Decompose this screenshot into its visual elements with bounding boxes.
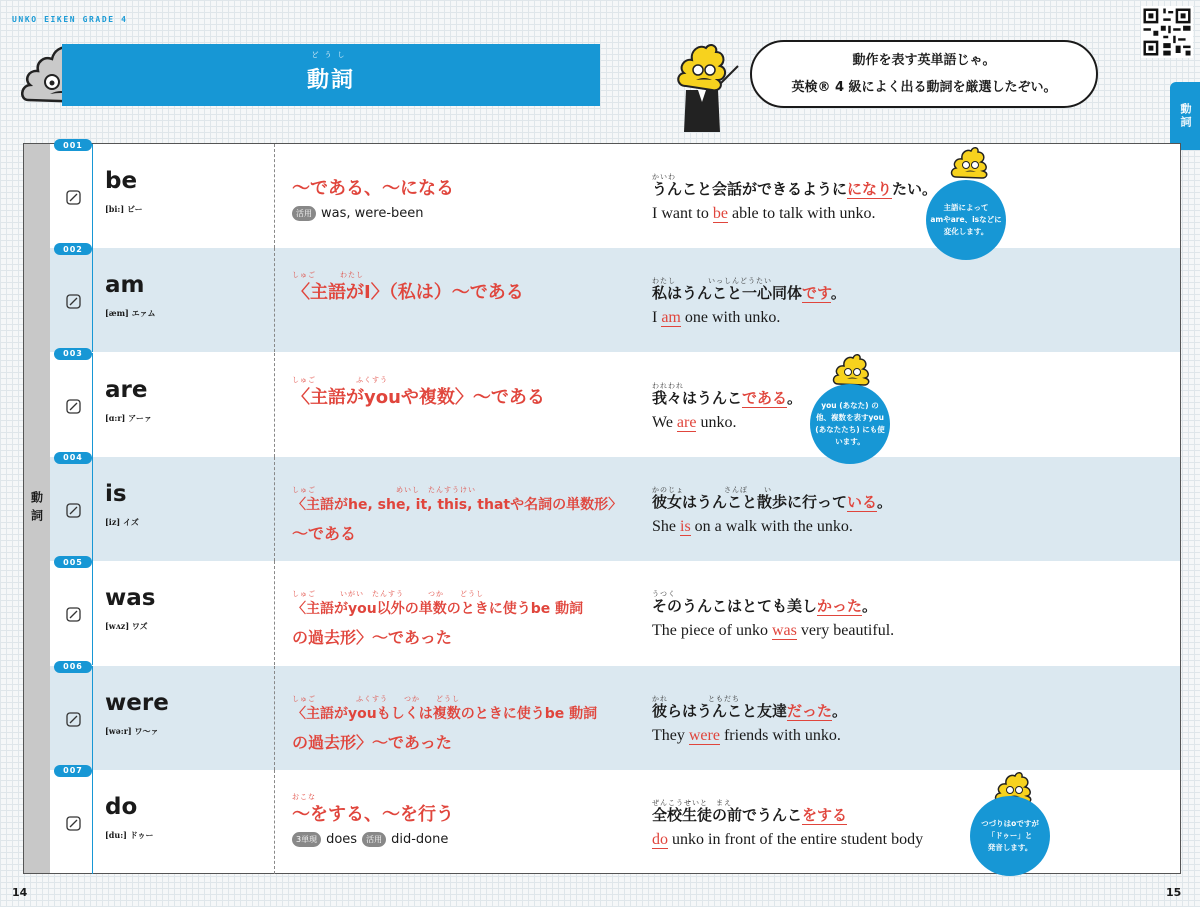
example-ruby: かのじょ さんぽ い	[652, 485, 772, 494]
bubble-line-2: 英検® 4 級によく出る動詞を厳選したぞい。	[791, 80, 1057, 95]
side-tab-verbs[interactable]: 動詞	[1170, 82, 1200, 150]
pronunciation: [bi:] ビー	[105, 204, 143, 214]
example-ruby: わたし いっしんどうたい	[652, 277, 772, 286]
meaning: 〈主語がyouや複数〉〜である	[292, 386, 545, 408]
conjugation-note	[292, 206, 424, 221]
word-column	[50, 144, 275, 248]
example-ruby: ぜんこうせいと まえ	[652, 798, 732, 807]
divider	[92, 353, 93, 457]
meaning-line-2: 〜である	[292, 523, 357, 543]
meaning-ruby: しゅご ふくすう	[292, 375, 388, 384]
example-english: The piece of unko was very beautiful.	[652, 622, 895, 640]
example-japanese: 彼女はうんこと散歩に行っている。	[652, 492, 893, 511]
highlight: である	[742, 388, 788, 407]
vocab-row	[50, 457, 1180, 561]
divider	[92, 666, 93, 770]
entry-number-badge: 002	[54, 243, 92, 255]
vocab-row	[50, 561, 1180, 665]
highlight: were	[688, 726, 720, 744]
tip-line: います。	[835, 437, 865, 446]
meaning: 〜である、〜になる	[292, 178, 454, 199]
bubble-line-1: 動作を表す英単語じゃ。	[852, 53, 996, 68]
highlight: をする	[802, 805, 848, 824]
highlight: だった	[787, 701, 833, 720]
tip-circle	[810, 384, 890, 464]
meaning-ruby: しゅご わたし	[292, 271, 364, 280]
pronunciation: [du:] ドゥー	[105, 829, 154, 840]
meaning-ruby: しゅご いがい たんすう つか どうし	[292, 590, 484, 599]
conjugation-note	[292, 832, 448, 847]
example-japanese: そのうんこはとても美しかった。	[652, 597, 878, 616]
pronunciation: [æm] エァム	[105, 308, 156, 319]
vocab-word: be	[105, 168, 138, 194]
example-ruby: かいわ	[652, 173, 676, 181]
meaning-ruby: しゅご ふくすう つか どうし	[292, 694, 460, 703]
vocab-word: were	[105, 689, 169, 716]
vocab-row	[50, 248, 1180, 352]
word-column	[50, 457, 275, 561]
pronunciation: [iz] イズ	[105, 516, 139, 527]
tip-line: 変化します。	[943, 227, 989, 236]
vocab-word: do	[105, 793, 138, 820]
vocab-row	[50, 144, 1180, 248]
divider	[92, 248, 93, 352]
entry-number-badge: 005	[54, 556, 92, 568]
tip-line: 他、複数を表すyou	[816, 413, 884, 422]
tip-circle	[970, 796, 1050, 876]
checkbox-icon[interactable]	[66, 816, 81, 831]
tip-line: つづりはoですが	[981, 819, 1039, 828]
pronunciation: [wə:r] ワ〜ァ	[105, 725, 159, 736]
example-english: She is on a walk with the unko.	[652, 517, 853, 535]
meaning: 〈主語がyou以外の単数のときに使うbe 動詞	[292, 601, 584, 618]
highlight: are	[676, 413, 697, 431]
highlight: になり	[847, 180, 893, 198]
example-english: I want to be able to talk with unko.	[652, 205, 876, 222]
meaning: 〜をする、〜を行う	[292, 803, 454, 825]
title-ruby: どうし	[311, 51, 351, 59]
vocab-table	[23, 143, 1181, 874]
highlight: いる	[847, 492, 878, 511]
highlight: です	[802, 284, 831, 303]
divider	[92, 457, 93, 561]
example-japanese: 彼らはうんこと友達だった。	[652, 701, 848, 720]
tag: 活用	[362, 832, 386, 847]
poo-mascot-icon	[832, 352, 872, 386]
tip-line: amやare、isなどに	[930, 215, 1002, 224]
poo-mascot-icon	[950, 145, 990, 179]
tip-line: you (あなた) の	[821, 401, 879, 410]
entry-number-badge: 007	[54, 765, 92, 777]
word-column	[50, 248, 275, 352]
highlight: was	[771, 622, 797, 640]
word-column	[50, 770, 275, 874]
tip-circle	[926, 180, 1006, 260]
example-japanese: 我々はうんこである。	[652, 388, 803, 407]
title-banner	[62, 44, 600, 106]
checkbox-icon[interactable]	[66, 712, 81, 727]
meaning: 〈主語がyouもしくは複数のときに使うbe 動詞	[292, 705, 598, 722]
page-number-right: 15	[1166, 886, 1182, 899]
conjugation-text: was, were-been	[321, 206, 424, 221]
vocab-row	[50, 353, 1180, 457]
vocab-word: am	[105, 272, 145, 299]
entry-number-badge: 006	[54, 661, 92, 673]
divider	[92, 144, 93, 248]
conjugation-text: did-done	[391, 831, 449, 847]
checkbox-icon[interactable]	[66, 503, 81, 518]
entry-number-badge: 001	[54, 139, 92, 151]
tip-line: (あなたたち) にも使	[815, 425, 885, 434]
divider	[92, 770, 93, 874]
page-number-left: 14	[12, 886, 28, 899]
highlight: be	[712, 205, 728, 222]
teacher-poo-mascot-icon	[664, 40, 744, 138]
word-column	[50, 353, 275, 457]
series-label: UNKO EIKEN GRADE 4	[12, 15, 128, 24]
meaning-line-2: の過去形〉〜であった	[292, 732, 452, 752]
word-column	[50, 561, 275, 665]
example-ruby: われわれ	[652, 381, 684, 390]
tip-line: 発音します。	[987, 843, 1033, 852]
meaning-ruby: しゅご めいし たんすうけい	[292, 485, 476, 494]
checkbox-icon[interactable]	[66, 190, 81, 205]
tip-line: 「ドゥー」と	[987, 831, 1033, 840]
highlight: do	[652, 830, 668, 848]
meaning: 〈主語がI〉（私は）〜である	[292, 282, 524, 304]
checkbox-icon[interactable]	[66, 294, 81, 309]
meaning-line-2: の過去形〉〜であった	[292, 628, 452, 648]
meaning-ruby: おこな	[292, 792, 316, 801]
example-english: do unko in front of the entire student body	[652, 830, 924, 848]
vocab-word: was	[105, 585, 156, 612]
vocab-word: are	[105, 376, 148, 403]
divider	[92, 561, 93, 665]
vocab-row	[50, 666, 1180, 770]
highlight: is	[680, 517, 691, 535]
conjugation-text: does	[326, 831, 358, 847]
word-column	[50, 666, 275, 770]
page-title: 動詞	[306, 67, 355, 93]
highlight: am	[661, 309, 681, 327]
example-ruby: かれ ともだち	[652, 694, 740, 703]
example-japanese: 全校生徒の前でうんこをする	[652, 805, 848, 824]
example-english: We are unko.	[652, 413, 737, 431]
vocab-word: is	[105, 480, 127, 507]
meaning: 〈主語がhe, she, it, this, thatや名詞の単数形〉	[292, 496, 623, 513]
example-ruby: うつく	[652, 590, 676, 599]
qr-code-icon[interactable]	[1141, 6, 1193, 58]
entry-number-badge: 003	[54, 348, 92, 360]
example-english: I am one with unko.	[652, 309, 781, 327]
checkbox-icon[interactable]	[66, 399, 81, 414]
highlight: かった	[817, 597, 863, 616]
checkbox-icon[interactable]	[66, 607, 81, 622]
tip-line: 主語によって	[943, 203, 989, 212]
example-japanese: うんこと会話ができるようにになりたい。	[652, 180, 938, 198]
entry-number-badge: 004	[54, 452, 92, 464]
frame-label: 動詞	[24, 144, 50, 873]
example-japanese: 私はうんこと一心同体です。	[652, 284, 846, 303]
pronunciation: [wʌz] ワズ	[105, 621, 148, 632]
pronunciation: [ɑ:r] アーァ	[105, 412, 152, 423]
speech-bubble	[750, 40, 1098, 108]
example-english: They were friends with unko.	[652, 726, 841, 744]
tag: 活用	[292, 206, 316, 221]
tag: 3単現	[292, 832, 321, 847]
